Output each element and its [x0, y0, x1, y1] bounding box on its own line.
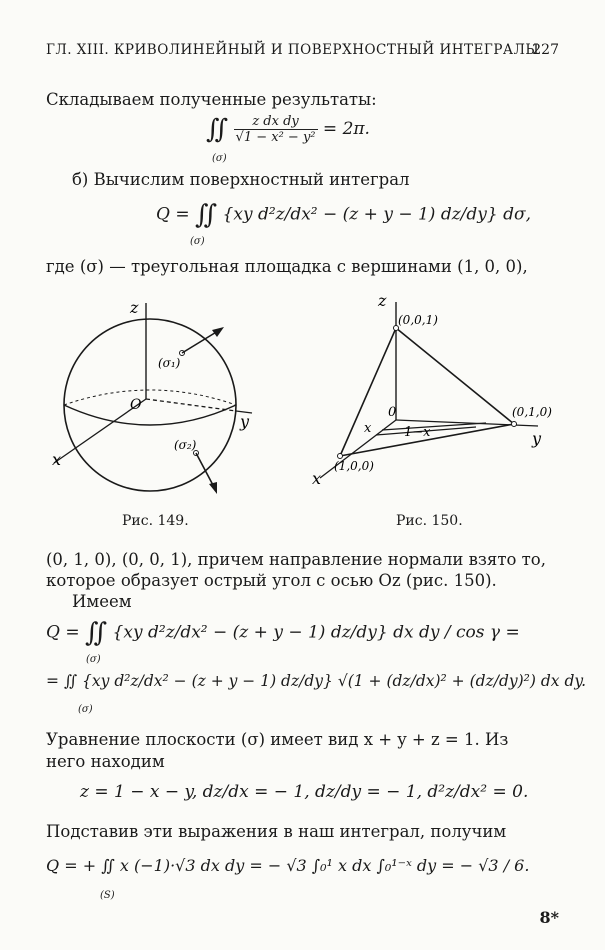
- paragraph-3: где (σ) — треугольная площадка с вершинами (1, 0, 0),: [46, 257, 528, 276]
- label-o: 0: [388, 405, 397, 420]
- sphere-outline: [64, 319, 236, 491]
- eq4-subscript: (σ): [78, 704, 93, 715]
- paragraph-6b: него находим: [46, 752, 165, 771]
- eq3-subscript: (σ): [86, 654, 101, 665]
- y-axis-inner: [146, 399, 236, 411]
- eq2-subscript: (σ): [190, 236, 205, 247]
- vertex-010: [512, 422, 517, 427]
- label-y: y: [532, 429, 542, 448]
- label-x: x: [312, 469, 322, 488]
- label-y: y: [240, 412, 250, 431]
- label-z: z: [130, 298, 139, 317]
- label-sigma2: (σ₂): [174, 438, 197, 452]
- label-010: (0,1,0): [512, 405, 552, 419]
- footer-mark: 8*: [539, 908, 559, 927]
- arrow-sigma1: [212, 327, 224, 337]
- vertex-100: [338, 454, 343, 459]
- eq6-subscript: (S): [100, 890, 115, 901]
- running-header: ГЛ. XIII. КРИВОЛИНЕЙНЫЙ И ПОВЕРХНОСТНЫЙ ИНТЕГРАЛЫ: [46, 42, 540, 58]
- label-o: O: [130, 397, 142, 413]
- equation-3: Q = ∬ {xy d²z/dx² − (z + y − 1) dz/dy} dx dy / cos γ =: [46, 618, 520, 648]
- label-strip-x: x: [364, 421, 372, 436]
- caption-150: Рис. 150.: [396, 513, 463, 529]
- paragraph-4b: которое образует острый угол с осью Oz (рис. 150).: [46, 571, 497, 590]
- paragraph-6a: Уравнение плоскости (σ) имеет вид x + y + z = 1. Из: [46, 730, 509, 749]
- equation-5: z = 1 − x − y, dz/dx = − 1, dz/dy = − 1, d²z/dx² = 0.: [80, 782, 529, 802]
- equation-1: ∬ $\frac{\text{z dx dy}}{\text{√1 − x² − y²}}$ = 2π.: [206, 114, 370, 145]
- label-z: z: [378, 292, 387, 310]
- equation-4: = ∬ {xy d²z/dx² − (z + y − 1) dz/dy} √(1 + (dz/dx)² + (dz/dy)²) dx dy.: [46, 672, 586, 690]
- eq1-subscript: (σ): [212, 153, 227, 164]
- normal-sigma2: [196, 453, 214, 487]
- page-number: 227: [532, 42, 559, 58]
- label-001: (0,0,1): [398, 313, 438, 327]
- paragraph-1: Складываем полученные результаты:: [46, 90, 377, 109]
- paragraph-7: Подставив эти выражения в наш интеграл, получим: [46, 822, 507, 841]
- label-strip-1-x: 1−x: [404, 425, 431, 440]
- strip-line: [382, 423, 486, 430]
- label-100: (1,0,0): [334, 459, 374, 473]
- paragraph-2: б) Вычислим поверхностный интеграл: [72, 170, 410, 189]
- paragraph-4a: (0, 1, 0), (0, 0, 1), причем направление нормали взято то,: [46, 550, 546, 569]
- figure-150: [308, 292, 558, 492]
- equation-2: Q = ∬ {xy d²z/dx² − (z + y − 1) dz/dy} dσ,: [156, 200, 531, 230]
- label-sigma1: (σ₁): [158, 356, 181, 370]
- equation-6: Q = + ∬ x (−1)·√3 dx dy = − √3 ∫₀¹ x dx ∫₀¹⁻ˣ dy = − √3 / 6.: [46, 856, 530, 875]
- paragraph-5: Имеем: [72, 592, 132, 611]
- equator-back: [64, 390, 236, 405]
- label-x: x: [52, 450, 62, 469]
- arrow-sigma2: [209, 482, 217, 494]
- eq1-fraction: $\frac{\text{z dx dy}}{\text{√1 − x² − y²}}$: [235, 114, 316, 145]
- caption-149: Рис. 149.: [122, 513, 189, 529]
- figure-149: [40, 295, 260, 505]
